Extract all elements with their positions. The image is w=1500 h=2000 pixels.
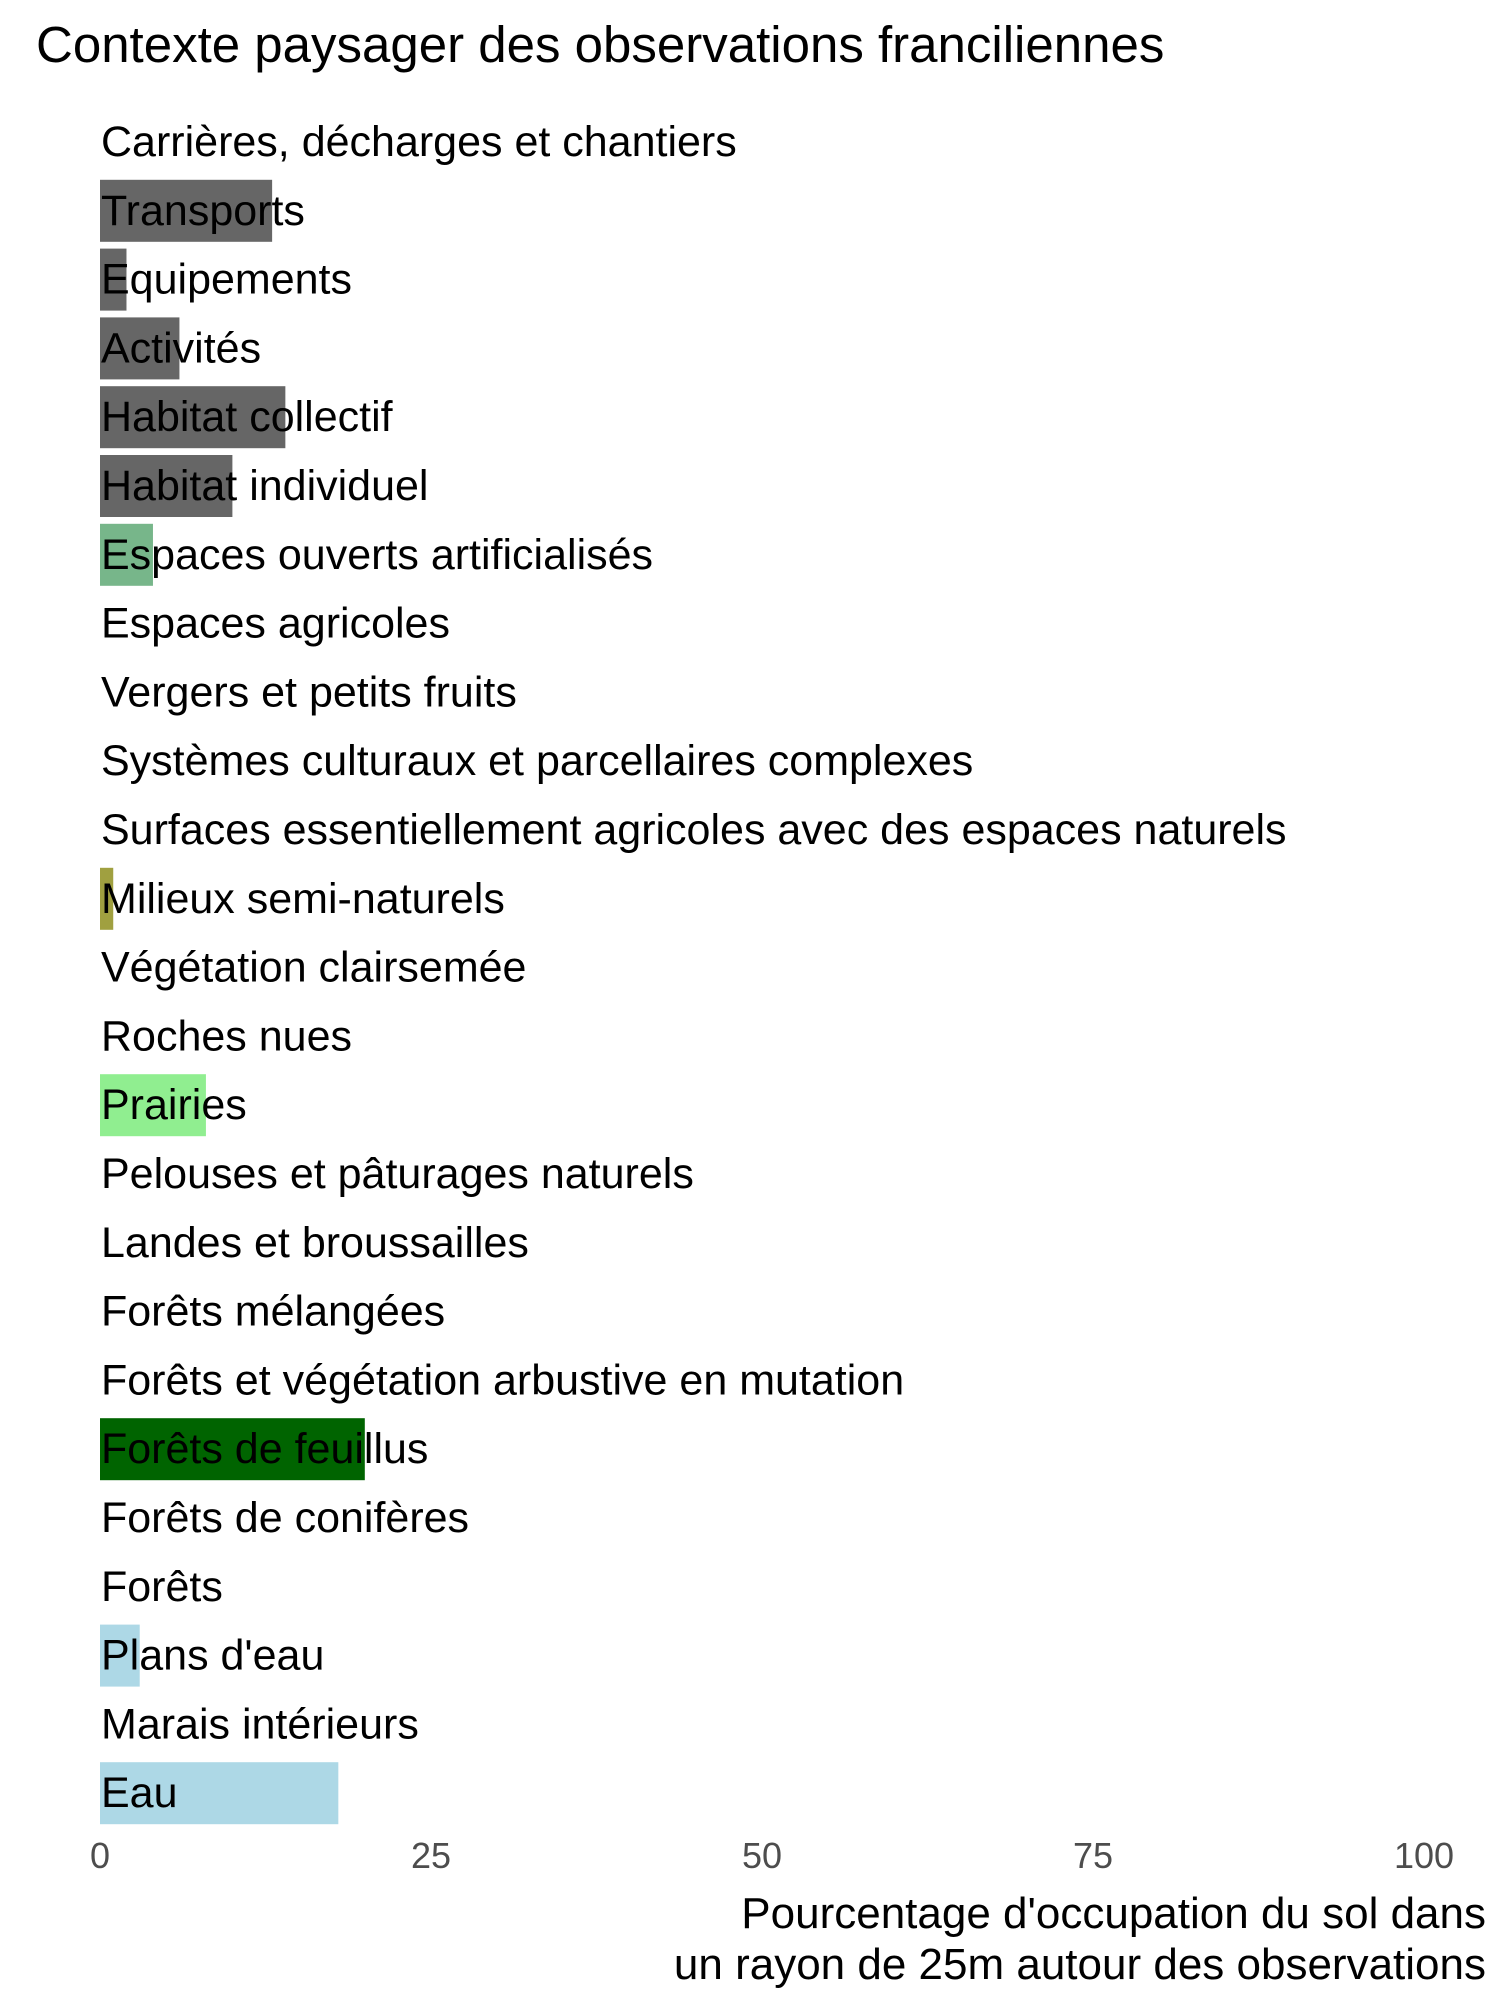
category-label-plans-d-eau: Plans d'eau bbox=[101, 1631, 325, 1680]
category-label-roches-nues: Roches nues bbox=[101, 1012, 352, 1061]
category-label-equipements: Equipements bbox=[101, 255, 352, 304]
category-label-carrieres-decharges-et-chantiers: Carrières, décharges et chantiers bbox=[101, 118, 737, 166]
category-labels-layer bbox=[101, 118, 1287, 1817]
x-tick-label-75: 75 bbox=[1072, 1835, 1114, 1876]
x-tick-label-0: 0 bbox=[89, 1835, 111, 1876]
category-label-habitat-individuel: Habitat individuel bbox=[101, 462, 429, 510]
x-tick-label-100: 100 bbox=[1393, 1835, 1455, 1876]
x-axis-title-line-1: Pourcentage d'occupation du sol dans bbox=[741, 1889, 1486, 1938]
category-label-espaces-ouverts-artificialises: Espaces ouverts artificialisés bbox=[101, 530, 654, 579]
chart-title: Contexte paysager des observations franciliennes bbox=[36, 16, 1165, 73]
category-label-transports: Transports bbox=[101, 186, 305, 235]
category-label-vegetation-clairsemee: Végétation clairsemée bbox=[101, 943, 527, 992]
category-label-marais-interieurs: Marais intérieurs bbox=[101, 1700, 419, 1749]
category-label-forets: Forêts bbox=[101, 1562, 223, 1611]
category-label-habitat-collectif: Habitat collectif bbox=[101, 393, 393, 442]
category-label-forets-et-vegetation-arbustive-en-mutation: Forêts et végétation arbustive en mutation bbox=[101, 1356, 905, 1405]
category-label-prairies: Prairies bbox=[101, 1081, 247, 1130]
x-tick-label-50: 50 bbox=[741, 1835, 783, 1876]
x-axis-ticks-layer bbox=[90, 1835, 1454, 1876]
category-label-landes-et-broussailles: Landes et broussailles bbox=[101, 1218, 529, 1267]
category-label-activites: Activités bbox=[101, 324, 262, 373]
category-label-systemes-culturaux-et-parcellaires-complexes: Systèmes culturaux et parcellaires complexes bbox=[101, 737, 974, 786]
x-axis-title bbox=[386, 1888, 1486, 1990]
category-label-vergers-et-petits-fruits: Vergers et petits fruits bbox=[101, 668, 517, 717]
category-label-forets-melangees: Forêts mélangées bbox=[101, 1287, 446, 1336]
category-label-milieux-semi-naturels: Milieux semi-naturels bbox=[101, 874, 505, 923]
x-tick-label-25: 25 bbox=[410, 1835, 452, 1876]
category-label-surfaces-essentiellement-agricoles-avec-des-espaces-naturels: Surfaces essentiellement agricoles avec des espaces naturels bbox=[101, 806, 1287, 854]
category-label-espaces-agricoles: Espaces agricoles bbox=[101, 599, 450, 648]
x-axis-title-line-2: un rayon de 25m autour des observations bbox=[673, 1940, 1486, 1989]
category-label-forets-de-feuillus: Forêts de feuillus bbox=[101, 1425, 429, 1474]
category-label-pelouses-et-paturages-naturels: Pelouses et pâturages naturels bbox=[101, 1150, 694, 1198]
category-label-eau: Eau bbox=[101, 1769, 178, 1818]
category-label-forets-de-coniferes: Forêts de conifères bbox=[101, 1494, 470, 1542]
